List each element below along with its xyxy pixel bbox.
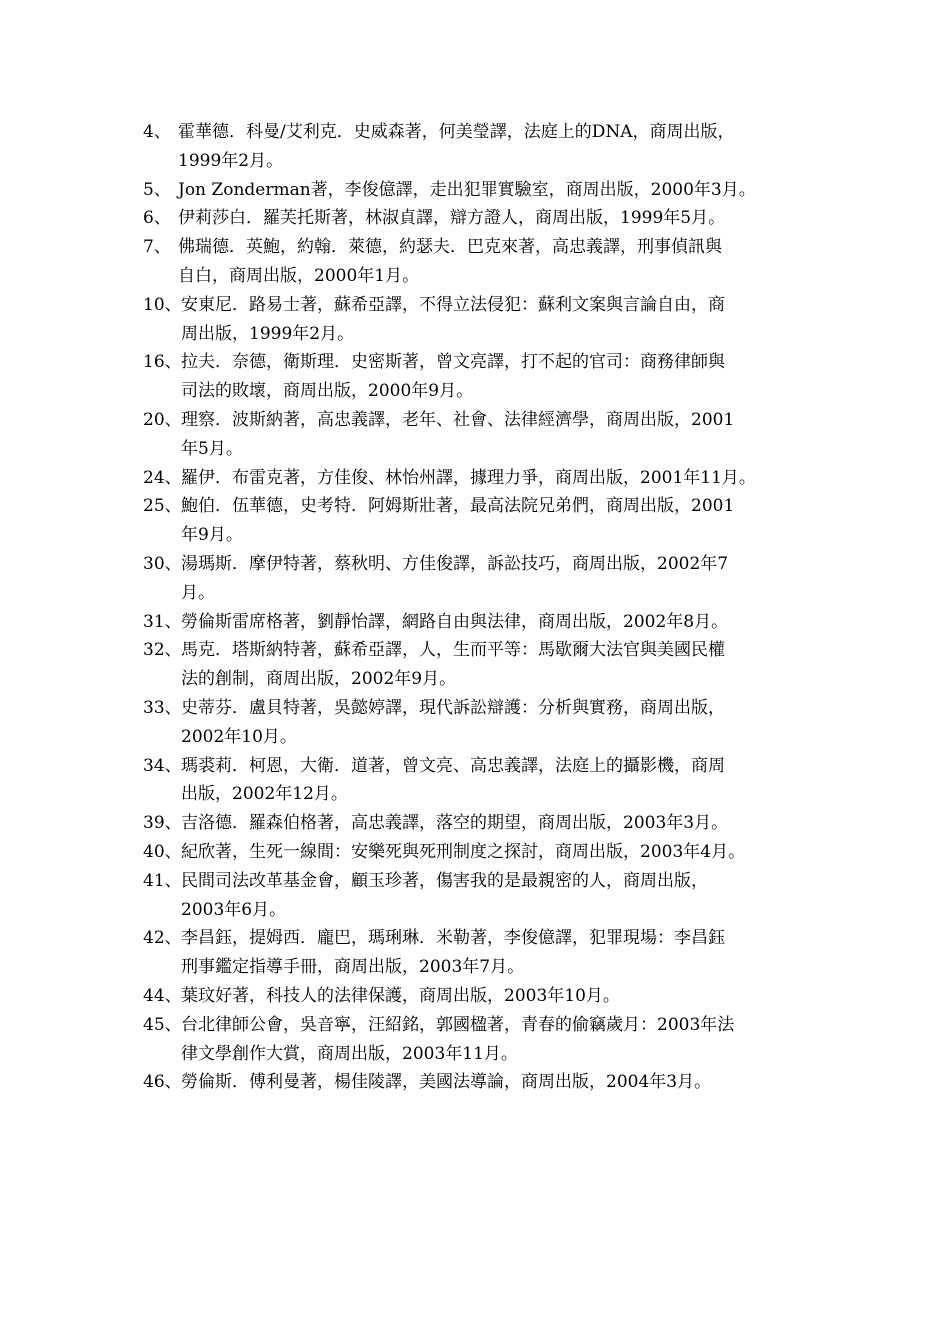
reference-text-line: 鮑伯．伍華德，史考特．阿姆斯壯著，最高法院兄弟們，商周出版，2001 (181, 496, 735, 517)
reference-text-line: 吉洛德．羅森伯格著，高忠義譯，落空的期望，商周出版，2003年3月。 (181, 813, 729, 834)
reference-number: 4、 (143, 122, 171, 142)
reference-text-line: 司法的敗壞，商周出版，2000年9月。 (181, 381, 474, 402)
reference-text-line: 律文學創作大賞，商周出版，2003年11月。 (181, 1043, 518, 1064)
reference-text-line: 民間司法改革基金會，顧玉珍著，傷害我的是最親密的人，商周出版， (181, 870, 708, 891)
reference-entry (143, 1068, 833, 1097)
reference-number: 30、 (143, 553, 182, 574)
reference-number: 32、 (143, 640, 182, 661)
reference-text-line: 羅伊．布雷克著，方佳俊、林怡州譯，據理力爭，商周出版，2001年11月。 (181, 467, 756, 488)
reference-text-line: 出版，2002年12月。 (181, 784, 348, 805)
reference-number: 24、 (143, 467, 182, 488)
reference-text-line: 台北律師公會，吳音寧，汪紹銘，郭國楹著，青春的偷竊歲月：2003年法 (181, 1014, 735, 1035)
reference-text-line: 李昌鈺，提姆西．龐巴，瑪琍琳．米勒著，李俊億譯，犯罪現場：李昌鈺 (181, 928, 725, 949)
reference-number: 34、 (143, 755, 182, 776)
reference-number: 42、 (143, 928, 182, 949)
reference-text-line: Jon Zonderman著，李俊億譯，走出犯罪實驗室，商周出版，2000年3月。 (178, 179, 756, 200)
reference-text-line: 佛瑞德．英鮑，約翰．萊德，約瑟夫．巴克來著，高忠義譯，刑事偵訊與 (178, 237, 722, 258)
reference-number: 41、 (143, 870, 182, 891)
reference-text-line: 伊莉莎白．羅芙托斯著，林淑貞譯，辯方證人，商周出版，1999年5月。 (178, 208, 726, 229)
reference-entry (143, 867, 833, 925)
reference-entry (143, 694, 833, 752)
reference-text-line: 霍華德．科曼/艾利克．史威森著，何美瑩譯，法庭上的DNA，商周出版， (178, 122, 735, 142)
reference-number: 16、 (143, 352, 182, 373)
reference-number: 45、 (143, 1014, 182, 1035)
reference-number: 7、 (143, 237, 171, 258)
reference-number: 10、 (143, 294, 182, 315)
reference-entry (143, 118, 833, 176)
reference-text-line: 刑事鑑定指導手冊，商周出版，2003年7月。 (181, 957, 525, 978)
reference-entry (143, 608, 833, 637)
reference-text-line: 年5月。 (181, 438, 243, 459)
reference-entry (143, 492, 833, 550)
reference-entry (143, 204, 833, 233)
reference-list (143, 118, 833, 1097)
reference-number: 20、 (143, 409, 182, 430)
reference-number: 6、 (143, 208, 171, 229)
reference-number: 25、 (143, 496, 182, 517)
reference-text-line: 湯瑪斯．摩伊特著，蔡秋明、方佳俊譯，訴訟技巧，商周出版，2002年7 (181, 553, 729, 574)
reference-entry (143, 982, 833, 1011)
reference-entry (143, 1011, 833, 1069)
reference-entry (143, 348, 833, 406)
reference-text-line: 理察．波斯納著，高忠義譯，老年、社會、法律經濟學，商周出版，2001 (181, 409, 735, 430)
reference-text-line: 瑪裘莉．柯恩，大衛．道著，曾文亮、高忠義譯，法庭上的攝影機，商周 (181, 755, 725, 776)
reference-number: 39、 (143, 813, 182, 834)
reference-text-line: 紀欣著，生死一線間：安樂死與死刑制度之探討，商周出版，2003年4月。 (181, 841, 746, 862)
reference-text-line: 自白，商周出版，2000年1月。 (178, 265, 420, 286)
reference-text-line: 年9月。 (181, 525, 243, 546)
reference-entry (143, 176, 833, 205)
reference-entry (143, 838, 833, 867)
reference-entry (143, 291, 833, 349)
reference-text-line: 2003年6月。 (181, 899, 287, 920)
reference-text-line: 安東尼．路易士著，蘇希亞譯，不得立法侵犯：蘇利文案與言論自由，商 (181, 294, 725, 315)
reference-text-line: 勞倫斯雷席格著，劉靜怡譯，網路自由與法律，商周出版，2002年8月。 (181, 611, 729, 632)
reference-text-line: 馬克．塔斯納特著，蘇希亞譯，人，生而平等：馬歇爾大法官與美國民權 (181, 640, 725, 661)
reference-number: 44、 (143, 985, 182, 1006)
reference-entry (143, 924, 833, 982)
reference-entry (143, 752, 833, 810)
reference-number: 31、 (143, 611, 182, 632)
reference-text-line: 拉夫．奈德，衛斯理．史密斯著，曾文亮譯，打不起的官司：商務律師與 (181, 352, 725, 373)
reference-entry (143, 636, 833, 694)
reference-entry (143, 550, 833, 608)
reference-entry (143, 809, 833, 838)
reference-text-line: 周出版，1999年2月。 (181, 323, 355, 344)
reference-entry (143, 464, 833, 493)
reference-number: 5、 (143, 179, 171, 200)
reference-number: 40、 (143, 841, 182, 862)
reference-text-line: 史蒂芬．盧貝特著，吳懿婷譯，現代訴訟辯護：分析與實務，商周出版， (181, 697, 725, 718)
reference-text-line: 1999年2月。 (178, 150, 284, 171)
reference-entry (143, 406, 833, 464)
reference-number: 46、 (143, 1072, 182, 1093)
reference-text-line: 勞倫斯．傅利曼著，楊佳陵譯，美國法導論，商周出版，2004年3月。 (181, 1072, 712, 1093)
reference-number: 33、 (143, 697, 182, 718)
reference-entry (143, 233, 833, 291)
reference-text-line: 2002年10月。 (181, 726, 297, 747)
reference-text-line: 法的創制，商周出版，2002年9月。 (181, 669, 457, 690)
reference-text-line: 月。 (181, 582, 215, 603)
reference-text-line: 葉玟好著，科技人的法律保護，商周出版，2003年10月。 (181, 985, 620, 1006)
